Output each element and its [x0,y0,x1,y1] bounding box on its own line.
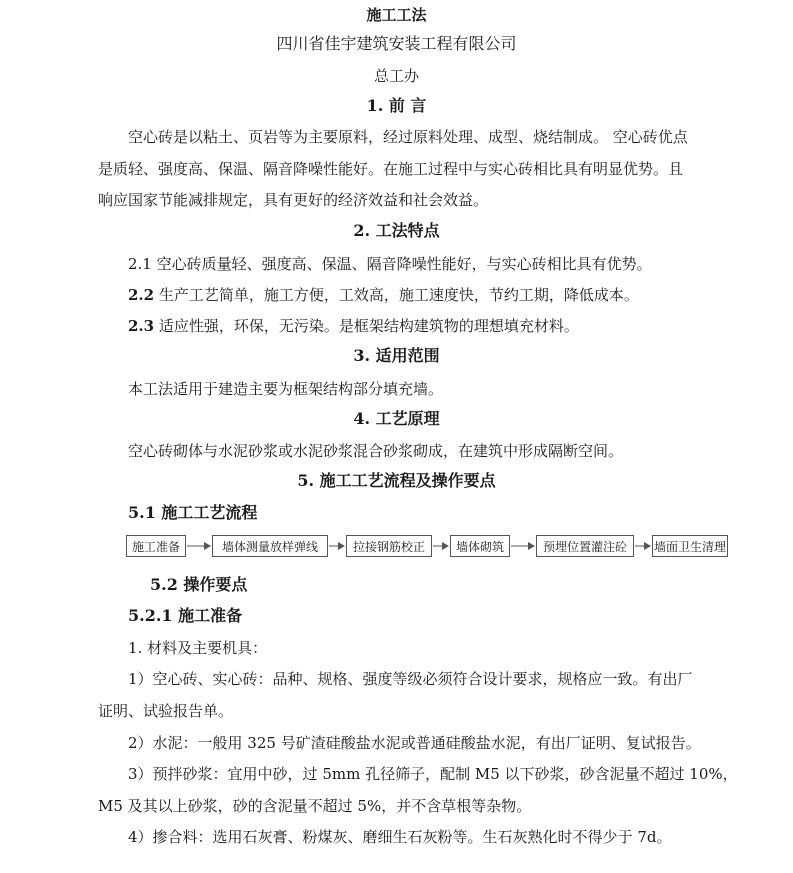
feature-item-3-text: 适应性强，环保，无污染。是框架结构建筑物的理想填充材料。 [154,317,579,335]
subsection-5-1-heading: 5.1 施工工艺流程 [128,503,258,522]
material-item-2: 2）水泥：一般用 325 号矿渣硅酸盐水泥或普通硅酸盐水泥，有出厂证明、复试报告。 [128,734,701,752]
feature-item-2-number: 2.2 [128,286,155,304]
flow-step-grouting: 预埋位置灌注砼 [536,535,634,557]
section-3-heading: 3. 适用范围 [353,346,440,365]
flow-arrow-icon [511,540,535,552]
feature-item-2 [128,285,738,305]
feature-item-3 [128,316,738,336]
section-3-text: 本工法适用于建造主要为框架结构部分填充墙。 [128,380,444,398]
material-item-3-line: M5 及其以上砂浆，砂的含泥量不超过 5%，并不含草根等杂物。 [98,797,532,815]
flow-step-prepare: 施工准备 [126,535,186,557]
materials-list-title: 1. 材料及主要机具： [128,639,268,657]
feature-item-1: 2.1 空心砖质量轻、强度高、保温、隔音降噪性能好，与实心砖相比具有优势。 [128,255,652,273]
section-1-heading: 1. 前 言 [366,96,427,115]
department-name: 总工办 [373,67,419,85]
document-title: 施工工法 [366,6,427,24]
material-item-3-line: 3）预拌砂浆：宜用中砂，过 5mm 孔径筛子，配制 M5 以下砂浆，砂含泥量不超过 10%， [128,765,738,783]
material-item-1-line: 证明、试验报告单。 [98,702,234,720]
material-item-1-line: 1）空心砖、实心砖：品种、规格、强度等级必须符合设计要求，规格应一致。有出厂 [128,670,693,688]
section-4-heading: 4. 工艺原理 [353,409,440,428]
feature-item-3-number: 2.3 [128,317,155,335]
section-2-heading: 2. 工法特点 [353,221,440,240]
company-name: 四川省佳宇建筑安装工程有限公司 [276,34,517,53]
section-1-paragraph-line: 响应国家节能减排规定，具有更好的经济效益和社会效益。 [98,191,489,209]
section-4-text: 空心砖砌体与水泥砂浆或水泥砂浆混合砂浆砌成，在建筑中形成隔断空间。 [128,442,624,460]
section-1-paragraph-line: 空心砖是以粘土、页岩等为主要原料，经过原料处理、成型、烧结制成。 空心砖优点 [128,128,688,146]
section-1-paragraph-line: 是质轻、强度高、保温、隔音降噪性能好。在施工过程中与实心砖相比具有明显优势。且 [98,160,684,178]
material-item-4: 4）掺合料：选用石灰膏、粉煤灰、磨细生石灰粉等。生石灰熟化时不得少于 7d。 [128,828,672,846]
section-5-heading: 5. 施工工艺流程及操作要点 [297,471,496,490]
flow-arrow-icon [329,540,345,552]
flow-step-cleaning: 墙面卫生清理 [652,535,728,557]
subsection-5-2-1-heading: 5.2.1 施工准备 [128,606,243,625]
flow-step-rebar: 拉接钢筋校正 [346,535,432,557]
subsection-5-2-heading: 5.2 操作要点 [150,575,248,594]
flow-step-masonry: 墙体砌筑 [450,535,510,557]
flow-step-layout: 墙体测量放样弹线 [212,535,328,557]
feature-item-2-text: 生产工艺简单，施工方便，工效高，施工速度快，节约工期，降低成本。 [154,286,639,304]
flow-arrow-icon [635,540,651,552]
process-flow-chart [126,535,728,559]
flow-arrow-icon [187,540,211,552]
flow-arrow-icon [433,540,449,552]
